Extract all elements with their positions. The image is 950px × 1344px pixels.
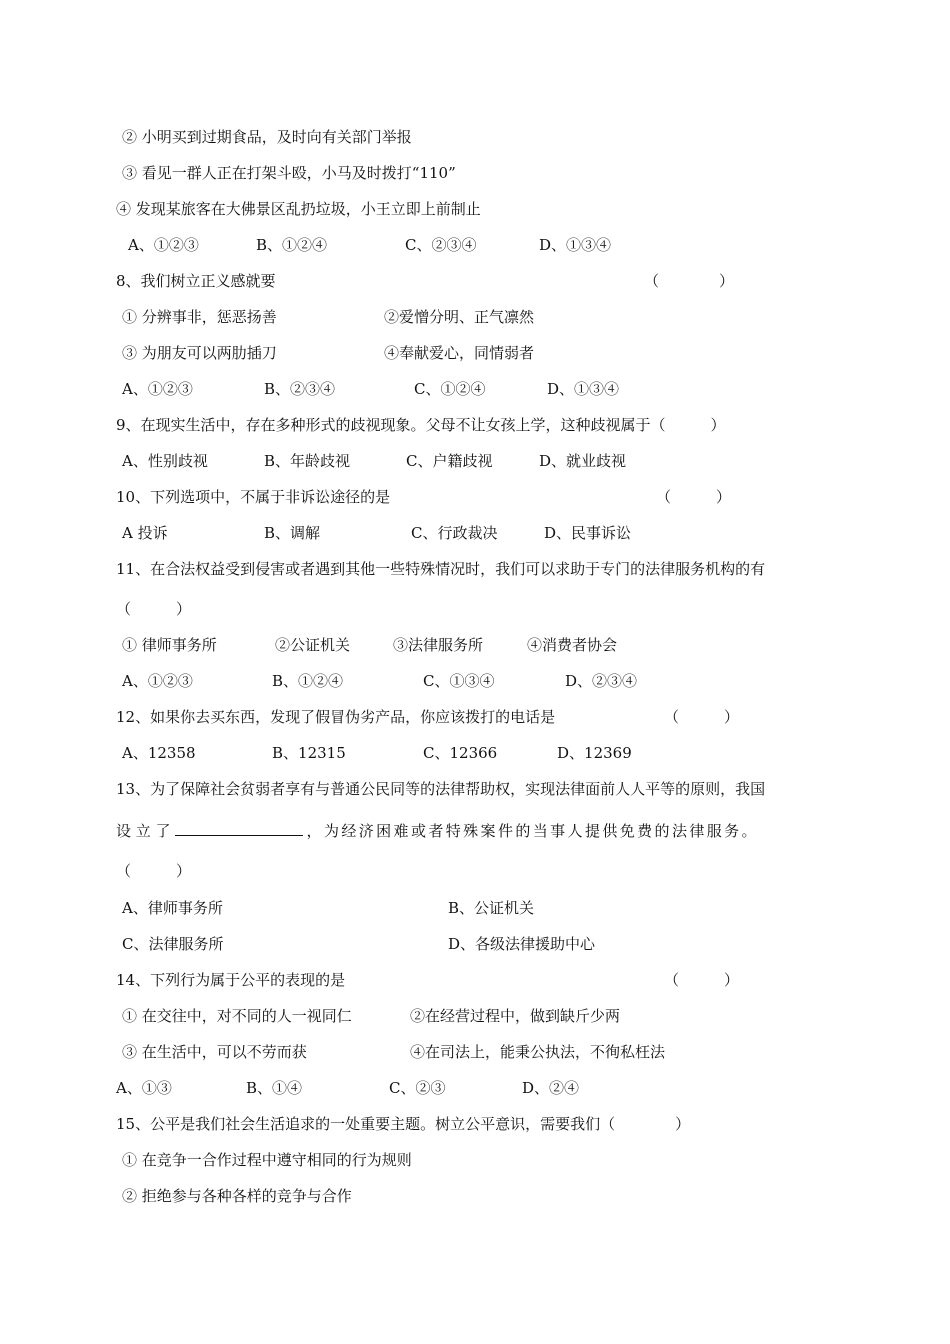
- q7-option-b: B、①②④: [256, 236, 328, 254]
- q14-item-4: ④在司法上，能秉公执法，不徇私枉法: [410, 1043, 666, 1061]
- q8-item-1: ① 分辨事非，惩恶扬善: [122, 308, 277, 326]
- q13-stem-line1: 13、为了保障社会贫弱者享有与普通公民同等的法律帮助权，实现法律面前人人平等的原则，我国: [116, 780, 766, 798]
- q14-option-c: C、②③: [389, 1079, 446, 1097]
- q12-option-d: D、12369: [557, 744, 632, 762]
- q11-item-2: ②公证机关: [275, 636, 351, 654]
- q9-option-d: D、就业歧视: [539, 452, 627, 470]
- q11-item-1: ① 律师事务所: [122, 636, 217, 654]
- q8-stem: 8、我们树立正义感就要: [116, 272, 276, 290]
- q8-option-b: B、②③④: [264, 380, 336, 398]
- q8-option-a: A、①②③: [122, 380, 193, 398]
- q13-answer-paren: （ ）: [116, 862, 192, 880]
- q9-option-a: A、性别歧视: [122, 452, 208, 470]
- q14-item-3: ③ 在生活中，可以不劳而获: [122, 1043, 307, 1061]
- statement-3: ③ 看见一群人正在打架斗殴，小马及时拨打“110”: [122, 164, 456, 182]
- q12-option-b: B、12315: [272, 744, 346, 762]
- q11-item-4: ④消费者协会: [527, 636, 618, 654]
- q9-option-c: C、户籍歧视: [406, 452, 493, 470]
- q10-option-c: C、行政裁决: [411, 524, 498, 542]
- q14-option-a: A、①③: [116, 1079, 172, 1097]
- q7-option-c: C、②③④: [405, 236, 477, 254]
- q13-option-d: D、各级法律援助中心: [448, 935, 596, 953]
- q14-option-b: B、①④: [246, 1079, 303, 1097]
- q13-option-c: C、法律服务所: [122, 935, 224, 953]
- q14-option-d: D、②④: [522, 1079, 580, 1097]
- q14-item-1: ① 在交往中，对不同的人一视同仁: [122, 1007, 352, 1025]
- q13-stem-line2: [116, 821, 759, 841]
- q8-item-2: ②爱憎分明、正气凛然: [384, 308, 535, 326]
- q15-item-2: ② 拒绝参与各种各样的竞争与合作: [122, 1187, 352, 1205]
- statement-2: ② 小明买到过期食品，及时向有关部门举报: [122, 128, 412, 146]
- q7-option-a: A、①②③: [128, 236, 199, 254]
- q10-answer-paren: （ ）: [656, 488, 732, 506]
- q11-stem: 11、在合法权益受到侵害或者遇到其他一些特殊情况时，我们可以求助于专门的法律服务机构的有: [116, 560, 766, 578]
- q15-item-1: ① 在竞争一合作过程中遵守相同的行为规则: [122, 1151, 412, 1169]
- q14-item-2: ②在经营过程中，做到缺斤少两: [410, 1007, 621, 1025]
- q11-option-b: B、①②④: [272, 672, 344, 690]
- q12-answer-paren: （ ）: [664, 708, 740, 726]
- q11-item-3: ③法律服务所: [393, 636, 484, 654]
- q8-option-c: C、①②④: [414, 380, 486, 398]
- q8-item-4: ④奉献爱心，同情弱者: [384, 344, 535, 362]
- q14-stem: 14、下列行为属于公平的表现的是: [116, 971, 346, 989]
- q11-option-d: D、②③④: [565, 672, 638, 690]
- q14-answer-paren: （ ）: [664, 971, 740, 989]
- q10-option-d: D、民事诉讼: [544, 524, 632, 542]
- statement-4: ④ 发现某旅客在大佛景区乱扔垃圾，小王立即上前制止: [116, 200, 481, 218]
- q10-option-b: B、调解: [264, 524, 321, 542]
- q9-stem: 9、在现实生活中，存在多种形式的歧视现象。父母不让女孩上学，这种歧视属于（ ）: [116, 416, 726, 434]
- q9-option-b: B、年龄歧视: [264, 452, 351, 470]
- q10-option-a: A 投诉: [122, 524, 168, 542]
- fill-in-blank: [175, 821, 303, 836]
- q11-option-a: A、①②③: [122, 672, 193, 690]
- q13-option-b: B、公证机关: [448, 899, 535, 917]
- q11-answer-paren: （ ）: [116, 600, 192, 618]
- q10-stem: 10、下列选项中，不属于非诉讼途径的是: [116, 488, 391, 506]
- q11-option-c: C、①③④: [423, 672, 495, 690]
- q13-suffix: ，为经济困难或者特殊案件的当事人提供免费的法律服务。: [306, 822, 759, 840]
- q12-stem: 12、如果你去买东西，发现了假冒伪劣产品，你应该拨打的电话是: [116, 708, 556, 726]
- q12-option-c: C、12366: [423, 744, 498, 762]
- q13-option-a: A、律师事务所: [122, 899, 223, 917]
- q12-option-a: A、12358: [122, 744, 196, 762]
- q8-option-d: D、①③④: [547, 380, 620, 398]
- q13-prefix: 设 立 了: [116, 822, 171, 840]
- q8-answer-paren: （ ）: [644, 272, 735, 290]
- q7-option-d: D、①③④: [539, 236, 612, 254]
- q8-item-3: ③ 为朋友可以两肋插刀: [122, 344, 277, 362]
- q15-stem: 15、公平是我们社会生活追求的一处重要主题。树立公平意识，需要我们（ ）: [116, 1115, 691, 1133]
